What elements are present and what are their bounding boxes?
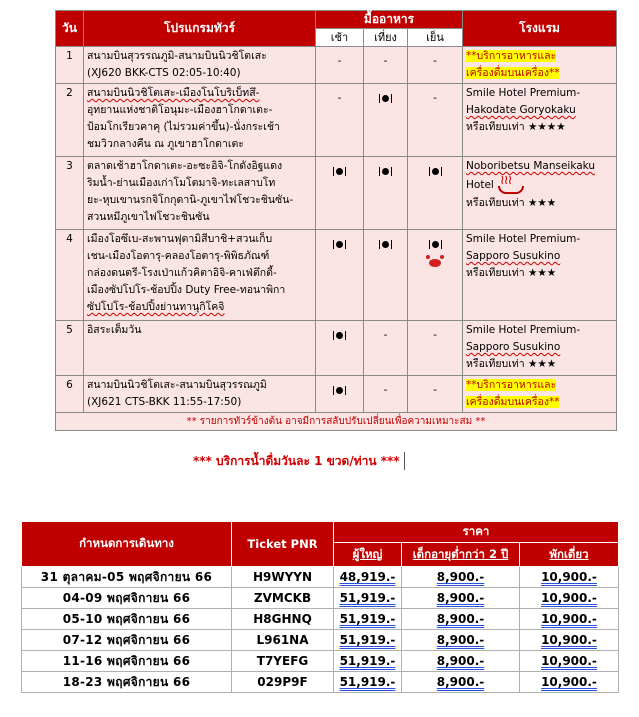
hotel-name: Hotel≀≀≀ <box>466 175 613 195</box>
day-number: 1 <box>56 47 84 84</box>
program-line: สนามบินนิวชิโตเสะ-สนามบินสุวรรณภูมิ <box>87 379 267 391</box>
price-adult: 51,919.- <box>334 609 402 630</box>
price-child: 8,900.- <box>402 588 520 609</box>
itinerary-row-6 <box>56 376 617 413</box>
price-single: 10,900.- <box>520 588 619 609</box>
price-row <box>22 609 619 630</box>
plate-icon <box>379 239 392 250</box>
price-single: 10,900.- <box>520 630 619 651</box>
inflight-service-note: เครื่องดื่มบนเครื่อง** <box>466 67 560 79</box>
equivalent-label: หรือเทียบเท่า <box>466 358 525 370</box>
travel-period: 05-10 พฤศจิกายน 66 <box>22 609 232 630</box>
program-line: (XJ621 CTS-BKK 11:55-17:50) <box>87 396 242 408</box>
program-line: อิสระเต็มวัน <box>87 324 142 336</box>
itinerary-row-1 <box>56 47 617 84</box>
hotel-name: Smile Hotel Premium- <box>466 233 581 245</box>
price-single: 10,900.- <box>520 651 619 672</box>
travel-period: 04-09 พฤศจิกายน 66 <box>22 588 232 609</box>
program-text <box>84 47 316 84</box>
equivalent-label: หรือเทียบเท่า <box>466 197 525 209</box>
price-child: 8,900.- <box>402 672 520 693</box>
inflight-service-note: **บริการอาหารและ <box>466 379 557 391</box>
hotel-name: Sapporo Susukino <box>466 341 561 353</box>
star-rating: ★★★ <box>527 197 557 209</box>
meal-dinner: - <box>408 376 463 413</box>
meal-lunch <box>364 157 408 230</box>
header-program: โปรแกรมทัวร์ <box>84 11 316 47</box>
program-text <box>84 84 316 157</box>
price-row <box>22 630 619 651</box>
meal-lunch: - <box>364 376 408 413</box>
meal-lunch: - <box>364 47 408 84</box>
ticket-pnr: ZVMCKB <box>232 588 334 609</box>
day-number: 2 <box>56 84 84 157</box>
travel-period: 18-23 พฤศจิกายน 66 <box>22 672 232 693</box>
header-price: ราคา <box>334 522 619 543</box>
price-row <box>22 672 619 693</box>
price-child: 8,900.- <box>402 567 520 588</box>
program-line: เมืองซัปโปโร-ช้อปปิ้ง Duty Free-ทอนาพิกา <box>87 284 286 296</box>
hotel-rating <box>466 195 613 212</box>
plate-icon <box>333 166 346 177</box>
star-rating: ★★★ <box>527 358 557 370</box>
header-period: กำหนดการเดินทาง <box>22 522 232 567</box>
price-row <box>22 588 619 609</box>
day-number: 3 <box>56 157 84 230</box>
itinerary-note-row <box>56 413 617 431</box>
hotel-name: Smile Hotel Premium- <box>466 324 581 336</box>
program-line: ตลาดเช้าฮาโกดาเตะ-อะซะอิจิ-โกดังอิฐแดง <box>87 160 283 172</box>
meal-breakfast <box>316 376 364 413</box>
hotel-name: Sapporo Susukino <box>466 250 561 262</box>
meal-dinner: - <box>408 84 463 157</box>
price-adult: 51,919.- <box>334 630 402 651</box>
hotel-rating <box>466 356 613 373</box>
hotel-name: Hakodate Goryokaku <box>466 104 576 116</box>
hotel-cell <box>463 230 617 321</box>
header-hotel: โรงแรม <box>463 11 617 47</box>
itinerary-row-3 <box>56 157 617 230</box>
meal-lunch: - <box>364 321 408 376</box>
plate-icon <box>333 330 346 341</box>
day-number: 5 <box>56 321 84 376</box>
price-child: 8,900.- <box>402 651 520 672</box>
price-adult: 51,919.- <box>334 588 402 609</box>
program-text <box>84 157 316 230</box>
hotel-rating <box>466 119 613 136</box>
header-meals: มื้ออาหาร <box>316 11 463 29</box>
itinerary-row-5 <box>56 321 617 376</box>
plate-icon <box>333 385 346 396</box>
inflight-service-note: **บริการอาหารและ <box>466 50 557 62</box>
price-single: 10,900.- <box>520 672 619 693</box>
program-line: (XJ620 BKK-CTS 02:05-10:40) <box>87 67 241 79</box>
ticket-pnr: H9WYYN <box>232 567 334 588</box>
header-child: เด็กอายุต่ำกว่า 2 ปี <box>402 543 520 567</box>
meal-breakfast: - <box>316 47 364 84</box>
header-lunch: เที่ยง <box>364 29 408 47</box>
program-line: เมืองโอซึเบ-สะพานฟุตามิสีบาชิ+สวนเก็บ <box>87 233 273 245</box>
price-child: 8,900.- <box>402 609 520 630</box>
day-number: 4 <box>56 230 84 321</box>
meal-breakfast <box>316 321 364 376</box>
meal-dinner: - <box>408 321 463 376</box>
ticket-pnr: 029P9F <box>232 672 334 693</box>
hotel-cell <box>463 47 617 84</box>
program-line: อุทยานแห่งชาติโอนุมะ-เมืองฮาโกดาเตะ- <box>87 104 273 116</box>
travel-period: 11-16 พฤศจิกายน 66 <box>22 651 232 672</box>
program-text <box>84 376 316 413</box>
meal-lunch <box>364 84 408 157</box>
program-line: ป้อมโกเรียวคาคุ (ไม่รวมค่าขึ้น)-นั่งกระเช้า <box>87 121 280 133</box>
equivalent-label: หรือเทียบเท่า <box>466 267 525 279</box>
program-line: ยะ-หุบเขานรกจิโกกุดานิ-ภูเขาไฟโชวะชินซัน- <box>87 194 294 206</box>
hotel-name: Noboribetsu Manseikaku <box>466 160 596 172</box>
water-service-note: *** บริการน้ำดื่มวันละ 1 ขวด/ท่าน *** <box>193 452 405 470</box>
program-line: สนามบินสุวรรณภูมิ-สนามบินนิวชิโตเสะ <box>87 50 267 62</box>
meal-dinner <box>408 157 463 230</box>
itinerary-note: ** รายการทัวร์ข้างต้น อาจมีการสลับปรับเปลี่ยนเพื่อความเหมาะสม ** <box>56 413 617 431</box>
day-number: 6 <box>56 376 84 413</box>
program-line: ริมน้ำ-ย่านเมืองเก่าโมโตมาจิ-ทะเลสาบโท <box>87 177 276 189</box>
ticket-pnr: L961NA <box>232 630 334 651</box>
price-adult: 48,919.- <box>334 567 402 588</box>
meal-breakfast: - <box>316 84 364 157</box>
plate-icon <box>379 93 392 104</box>
itinerary-row-4 <box>56 230 617 321</box>
ticket-pnr: T7YEFG <box>232 651 334 672</box>
price-row <box>22 651 619 672</box>
meal-dinner: - <box>408 47 463 84</box>
travel-period: 31 ตุลาคม-05 พฤศจิกายน 66 <box>22 567 232 588</box>
inflight-service-note: เครื่องดื่มบนเครื่อง** <box>466 396 560 408</box>
price-row <box>22 567 619 588</box>
header-dinner: เย็น <box>408 29 463 47</box>
itinerary-table <box>55 10 617 431</box>
price-single: 10,900.- <box>520 567 619 588</box>
header-pnr: Ticket PNR <box>232 522 334 567</box>
plate-icon <box>333 239 346 250</box>
equivalent-label: หรือเทียบเท่า <box>466 121 525 133</box>
program-line: ซัปโปโร-ช้อปปิ้งย่านทานุกิโคจิ <box>87 301 225 313</box>
hotel-name: Smile Hotel Premium- <box>466 87 581 99</box>
price-adult: 51,919.- <box>334 672 402 693</box>
itinerary-row-2 <box>56 84 617 157</box>
meal-lunch <box>364 230 408 321</box>
star-rating: ★★★ <box>527 267 557 279</box>
onsen-icon <box>498 175 522 195</box>
hotel-cell <box>463 84 617 157</box>
program-line: ชมวิวกลางคืน ณ ภูเขาฮาโกดาเตะ <box>87 138 244 150</box>
hotel-cell <box>463 376 617 413</box>
meal-dinner <box>408 230 463 321</box>
header-breakfast: เช้า <box>316 29 364 47</box>
price-child: 8,900.- <box>402 630 520 651</box>
program-text <box>84 321 316 376</box>
star-rating: ★★★★ <box>527 121 566 133</box>
meal-breakfast <box>316 157 364 230</box>
program-line: สนามบินนิวชิโตเสะ-เมืองโนโบริเบ็ทสึ- <box>87 87 260 99</box>
header-adult: ผู้ใหญ่ <box>334 543 402 567</box>
header-single: พักเดี่ยว <box>520 543 619 567</box>
hotel-cell <box>463 157 617 230</box>
crab-icon <box>426 255 444 269</box>
program-line: กล่องดนตรี-โรงเป่าแก้วคิตาอิจิ-คาเฟ่ตึกตี้- <box>87 267 277 279</box>
header-day: วัน <box>56 11 84 47</box>
price-table <box>21 521 619 693</box>
program-line: เชน-เมืองโอตารุ-คลองโอตารุ-พิพิธภัณฑ์ <box>87 250 270 262</box>
travel-period: 07-12 พฤศจิกายน 66 <box>22 630 232 651</box>
ticket-pnr: H8GHNQ <box>232 609 334 630</box>
price-single: 10,900.- <box>520 609 619 630</box>
plate-icon <box>379 166 392 177</box>
program-line: สวนหมีภูเขาไฟโชวะชินซัน <box>87 211 210 223</box>
plate-icon <box>429 239 442 250</box>
program-text <box>84 230 316 321</box>
price-adult: 51,919.- <box>334 651 402 672</box>
meal-breakfast <box>316 230 364 321</box>
hotel-cell <box>463 321 617 376</box>
plate-icon <box>429 166 442 177</box>
hotel-rating <box>466 265 613 282</box>
